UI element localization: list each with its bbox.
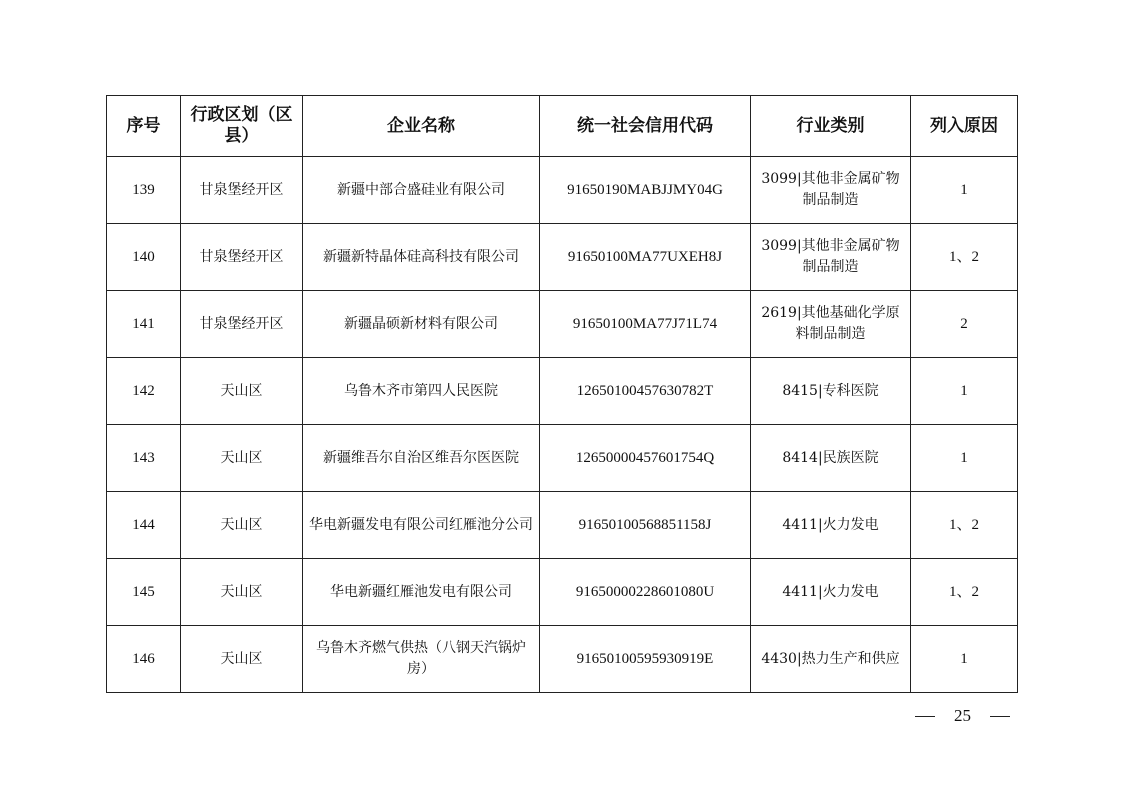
page-number: [915, 706, 1010, 726]
cell-reason: 2: [911, 291, 1018, 358]
table-row: [107, 157, 1018, 224]
table-row: [107, 492, 1018, 559]
header-reason: 列入原因: [911, 96, 1018, 157]
cell-industry: 3099|其他非金属矿物制品制造: [751, 157, 911, 224]
cell-industry: 8415|专科医院: [751, 358, 911, 425]
cell-company-name: 乌鲁木齐市第四人民医院: [303, 358, 540, 425]
cell-district: 甘泉堡经开区: [181, 224, 303, 291]
table-row: [107, 224, 1018, 291]
cell-company-name: 乌鲁木齐燃气供热（八钢天汽锅炉房）: [303, 626, 540, 693]
table-row: [107, 291, 1018, 358]
cell-company-name: 新疆维吾尔自治区维吾尔医医院: [303, 425, 540, 492]
cell-index: 143: [107, 425, 181, 492]
cell-index: 141: [107, 291, 181, 358]
table-header-row: [107, 96, 1018, 157]
cell-credit-code: 91650100MA77UXEH8J: [540, 224, 751, 291]
cell-credit-code: 12650000457601754Q: [540, 425, 751, 492]
cell-industry: 4411|火力发电: [751, 559, 911, 626]
cell-district: 天山区: [181, 559, 303, 626]
cell-reason: 1、2: [911, 559, 1018, 626]
cell-reason: 1: [911, 425, 1018, 492]
cell-industry: 3099|其他非金属矿物制品制造: [751, 224, 911, 291]
table-row: [107, 559, 1018, 626]
cell-reason: 1: [911, 358, 1018, 425]
cell-company-name: 新疆新特晶体硅高科技有限公司: [303, 224, 540, 291]
cell-credit-code: 91650100568851158J: [540, 492, 751, 559]
cell-index: 144: [107, 492, 181, 559]
cell-credit-code: 91650100595930919E: [540, 626, 751, 693]
cell-reason: 1: [911, 626, 1018, 693]
cell-index: 140: [107, 224, 181, 291]
cell-district: 天山区: [181, 358, 303, 425]
cell-company-name: 华电新疆发电有限公司红雁池分公司: [303, 492, 540, 559]
cell-industry: 8414|民族医院: [751, 425, 911, 492]
cell-reason: 1: [911, 157, 1018, 224]
page-number-label: 25: [954, 706, 971, 725]
table-row: [107, 358, 1018, 425]
cell-credit-code: 91650000228601080U: [540, 559, 751, 626]
header-district: 行政区划（区县）: [181, 96, 303, 157]
header-industry: 行业类别: [751, 96, 911, 157]
cell-company-name: 华电新疆红雁池发电有限公司: [303, 559, 540, 626]
cell-district: 天山区: [181, 626, 303, 693]
cell-index: 145: [107, 559, 181, 626]
table-row: [107, 626, 1018, 693]
header-index: 序号: [107, 96, 181, 157]
cell-credit-code: 91650100MA77J71L74: [540, 291, 751, 358]
enterprise-table: [106, 95, 1018, 693]
cell-district: 天山区: [181, 425, 303, 492]
cell-district: 甘泉堡经开区: [181, 291, 303, 358]
cell-index: 139: [107, 157, 181, 224]
cell-company-name: 新疆晶硕新材料有限公司: [303, 291, 540, 358]
cell-industry: 4411|火力发电: [751, 492, 911, 559]
header-credit-code: 统一社会信用代码: [540, 96, 751, 157]
cell-reason: 1、2: [911, 492, 1018, 559]
cell-credit-code: 91650190MABJJMY04G: [540, 157, 751, 224]
header-company-name: 企业名称: [303, 96, 540, 157]
cell-district: 甘泉堡经开区: [181, 157, 303, 224]
cell-company-name: 新疆中部合盛硅业有限公司: [303, 157, 540, 224]
cell-industry: 4430|热力生产和供应: [751, 626, 911, 693]
dash-left: [915, 716, 935, 717]
cell-credit-code: 12650100457630782T: [540, 358, 751, 425]
cell-reason: 1、2: [911, 224, 1018, 291]
cell-index: 146: [107, 626, 181, 693]
cell-district: 天山区: [181, 492, 303, 559]
dash-right: [990, 716, 1010, 717]
table-row: [107, 425, 1018, 492]
cell-index: 142: [107, 358, 181, 425]
cell-industry: 2619|其他基础化学原料制品制造: [751, 291, 911, 358]
